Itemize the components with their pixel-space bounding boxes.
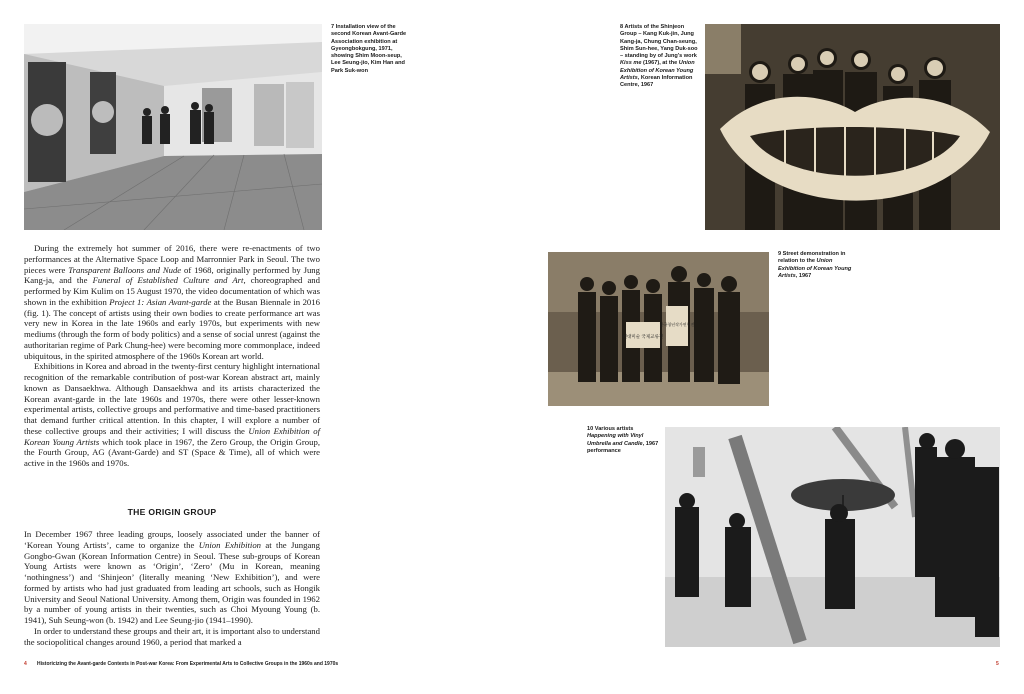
page-number-right: 5 <box>996 661 999 667</box>
photo-happening-umbrella-candle <box>665 427 1000 647</box>
running-title: Historicizing the Avant-garde Contexts in Post-war Korea: From Experimental Arts to Collective Groups in the 1960s and 1970s <box>37 661 339 667</box>
protest-sign-1: 현대미술 국제교류전 <box>622 335 664 340</box>
paragraph: In order to understand these groups and their art, it is important also to understand the sociopolitical changes around 1960, a period that marked a <box>24 625 320 647</box>
paragraph: Exhibitions in Korea and abroad in the twenty-first century highlight international recognition of the remarkable contribution of post-war Korean abstract art, mainly known as Dansaekhwa. Although Dansaekhwa and its artists characterized the Korean avant-garde in the late 1960s and 1970s, there were other lesser-known experimental artists, collective groups and performative and time-based practitioners that demand further critical attention. In this chapter, I will explore a number of these collective groups and their activities; I will discuss the Union Exhibition of Korean Young Artists which took place in 1967, the Zero Group, the Origin Group, the Fourth Group, AG (Avant-Garde) and ST (Space & Time), all of which were active in the 1960s and 1970s. <box>24 361 321 468</box>
caption-fig-8: 8 Artists of the Shinjeon Group – Kang Kuk-jin, Jung Kang-ja, Chung Chan-seung, Shim Sun-hee, Yang Duk-soo – standing by of Jung's work Kiss me (1967), at the Union Exhibition of Korean Young Artists, Korean Information Centre, 1967 <box>620 24 698 89</box>
protest-sign-2: 한국청년작가연립전 <box>659 322 695 327</box>
body-text-intro <box>24 243 320 469</box>
caption-fig-10: 10 Various artists Happening with Vinyl Umbrella and Candle, 1967 performance <box>587 426 659 454</box>
caption-fig-7: 7 Installation view of the second Korean Avant-Garde Association exhibition at Gyeongbokgung, 1971, showing Shim Moon-seup, Lee Seung-jio, Kim Han and Park Suk-won <box>331 24 407 74</box>
page-number-left: 4 <box>24 661 27 667</box>
photo-street-demonstration <box>548 252 769 406</box>
body-text-origin <box>24 529 320 647</box>
caption-fig-9: 9 Street demonstration in relation to the Union Exhibition of Korean Young Artists, 1967 <box>778 251 852 279</box>
section-heading: THE ORIGIN GROUP <box>127 507 217 517</box>
paragraph: In December 1967 three leading groups, loosely associated under the banner of ‘Korean Young Artists’, came to organize the Union Exhibition at the Jungang Gongbo-Gwan (Korean Information Centre) in Seoul. These sub-groups of Korean Young Artists were known as ‘Origin’, ‘Zero’ (Mu in Korean, meaning ‘nothingness’) and ‘Shinjeon’ (literally meaning ‘New Exhibition’), and were formed by artists who had just graduated from leading art schools, such as Hongik University and Seoul National University. Among them, Origin was founded in 1962 by a number of young artists in their twenties, such as Choi Myoung Young (b. 1941), Suh Seung-won (b. 1942) and Lee Seung-jio (1941–1990). <box>24 529 320 625</box>
photo-shinjeon-group-kiss-me <box>705 24 1000 230</box>
paragraph: During the extremely hot summer of 2016, there were re-enactments of two performances at the Alternative Space Loop and Marronnier Park in Seoul. The two pieces were Transparent Balloons and Nude of 1968, originally performed by Jung Kang-ja, and the Funeral of Established Culture and Art, choreographed and performed by Kim Kulim on 15 August 1970, the video documentation of which was shown in the exhibition Project 1: Asian Avant-garde at the Busan Biennale in 2016 (fig. 1). The concept of artists using their own bodies to create performance art was very new in Korea in the late 1960s and early 1970s, but experiments with new mediums (through the form of body politics) and a sense of social unrest (against the authoritarian regime of Park Chung-hee) were becoming more commonplace, indeed ubiquitous, in the spirited atmosphere of the 1960s Korean art world. <box>24 243 320 361</box>
photo-installation-view <box>24 24 322 230</box>
